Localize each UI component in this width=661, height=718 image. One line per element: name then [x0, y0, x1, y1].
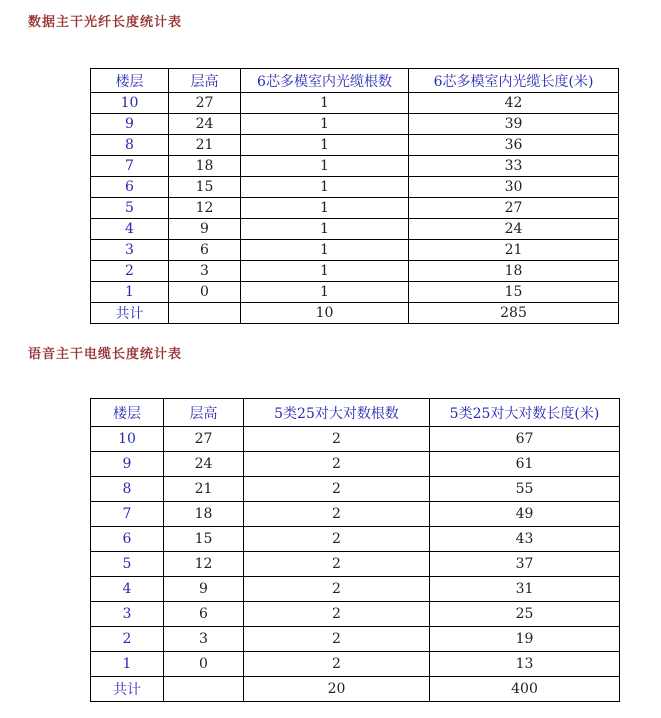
value-cell: 49	[430, 502, 620, 527]
floor-cell: 3	[91, 240, 169, 261]
value-cell: 1	[241, 240, 409, 261]
value-cell: 2	[244, 627, 430, 652]
header-row	[91, 69, 619, 93]
value-cell: 1	[241, 93, 409, 114]
table-row	[91, 627, 620, 652]
value-cell: 2	[244, 427, 430, 452]
value-cell: 36	[409, 135, 619, 156]
value-cell: 285	[409, 303, 619, 324]
value-cell: 2	[244, 477, 430, 502]
value-cell: 31	[430, 577, 620, 602]
value-cell: 2	[244, 577, 430, 602]
value-cell: 19	[430, 627, 620, 652]
floor-cell: 6	[91, 177, 169, 198]
floor-cell: 5	[91, 198, 169, 219]
table-row	[91, 156, 619, 177]
value-cell: 18	[409, 261, 619, 282]
voice-table-title: 语音主干电缆长度统计表	[28, 347, 183, 362]
column-header: 6芯多模室内光缆长度(米)	[409, 69, 619, 93]
value-cell: 21	[409, 240, 619, 261]
table-row	[91, 282, 619, 303]
value-cell: 24	[164, 452, 244, 477]
value-cell: 18	[164, 502, 244, 527]
table-row	[91, 93, 619, 114]
floor-cell: 9	[91, 114, 169, 135]
value-cell: 67	[430, 427, 620, 452]
value-cell: 2	[244, 502, 430, 527]
value-cell: 0	[169, 282, 241, 303]
floor-cell: 8	[91, 477, 164, 502]
total-label-cell: 共计	[91, 677, 164, 702]
floor-cell: 4	[91, 219, 169, 240]
table-row	[91, 114, 619, 135]
value-cell: 2	[244, 452, 430, 477]
value-cell: 3	[169, 261, 241, 282]
value-cell: 33	[409, 156, 619, 177]
value-cell: 3	[164, 627, 244, 652]
table-row	[91, 577, 620, 602]
value-cell: 1	[241, 114, 409, 135]
value-cell: 1	[241, 219, 409, 240]
value-cell: 2	[244, 527, 430, 552]
floor-cell: 6	[91, 527, 164, 552]
value-cell: 2	[244, 652, 430, 677]
value-cell: 1	[241, 177, 409, 198]
value-cell: 12	[169, 198, 241, 219]
table-row	[91, 219, 619, 240]
value-cell: 1	[241, 282, 409, 303]
value-cell: 43	[430, 527, 620, 552]
value-cell: 400	[430, 677, 620, 702]
floor-cell: 2	[91, 261, 169, 282]
table-row	[91, 602, 620, 627]
fiber-length-table	[90, 68, 619, 324]
value-cell: 21	[169, 135, 241, 156]
column-header: 层高	[169, 69, 241, 93]
value-cell: 18	[169, 156, 241, 177]
value-cell: 10	[241, 303, 409, 324]
value-cell: 1	[241, 198, 409, 219]
table-row	[91, 427, 620, 452]
table-row	[91, 477, 620, 502]
value-cell: 13	[430, 652, 620, 677]
value-cell: 15	[169, 177, 241, 198]
floor-cell: 8	[91, 135, 169, 156]
value-cell: 24	[409, 219, 619, 240]
value-cell: 21	[164, 477, 244, 502]
value-cell: 55	[430, 477, 620, 502]
value-cell: 15	[409, 282, 619, 303]
floor-cell: 7	[91, 156, 169, 177]
floor-cell: 1	[91, 652, 164, 677]
value-cell: 12	[164, 552, 244, 577]
floor-cell: 4	[91, 577, 164, 602]
table-row	[91, 198, 619, 219]
table-row	[91, 240, 619, 261]
value-cell: 0	[164, 652, 244, 677]
value-cell	[164, 677, 244, 702]
value-cell: 37	[430, 552, 620, 577]
value-cell: 24	[169, 114, 241, 135]
value-cell: 30	[409, 177, 619, 198]
table-row	[91, 502, 620, 527]
value-cell: 2	[244, 602, 430, 627]
column-header: 楼层	[91, 69, 169, 93]
column-header: 5类25对大对数长度(米)	[430, 399, 620, 427]
column-header: 楼层	[91, 399, 164, 427]
value-cell: 27	[409, 198, 619, 219]
floor-cell: 2	[91, 627, 164, 652]
floor-cell: 5	[91, 552, 164, 577]
total-row	[91, 677, 620, 702]
value-cell: 42	[409, 93, 619, 114]
value-cell: 61	[430, 452, 620, 477]
floor-cell: 7	[91, 502, 164, 527]
value-cell: 6	[164, 602, 244, 627]
table-row	[91, 552, 620, 577]
floor-cell: 1	[91, 282, 169, 303]
value-cell: 39	[409, 114, 619, 135]
table-row	[91, 177, 619, 198]
floor-cell: 10	[91, 427, 164, 452]
table-row	[91, 652, 620, 677]
value-cell	[169, 303, 241, 324]
value-cell: 2	[244, 552, 430, 577]
floor-cell: 10	[91, 93, 169, 114]
table-row	[91, 452, 620, 477]
total-row	[91, 303, 619, 324]
value-cell: 25	[430, 602, 620, 627]
value-cell: 9	[169, 219, 241, 240]
total-label-cell: 共计	[91, 303, 169, 324]
floor-cell: 9	[91, 452, 164, 477]
voice-cable-table	[90, 398, 620, 702]
floor-cell: 3	[91, 602, 164, 627]
column-header: 5类25对大对数根数	[244, 399, 430, 427]
table-row	[91, 261, 619, 282]
table-row	[91, 527, 620, 552]
fiber-table-title: 数据主干光纤长度统计表	[28, 15, 183, 30]
value-cell: 1	[241, 135, 409, 156]
table-row	[91, 135, 619, 156]
value-cell: 9	[164, 577, 244, 602]
value-cell: 15	[164, 527, 244, 552]
column-header: 6芯多模室内光缆根数	[241, 69, 409, 93]
value-cell: 27	[164, 427, 244, 452]
value-cell: 6	[169, 240, 241, 261]
value-cell: 20	[244, 677, 430, 702]
value-cell: 1	[241, 156, 409, 177]
value-cell: 27	[169, 93, 241, 114]
value-cell: 1	[241, 261, 409, 282]
column-header: 层高	[164, 399, 244, 427]
header-row	[91, 399, 620, 427]
